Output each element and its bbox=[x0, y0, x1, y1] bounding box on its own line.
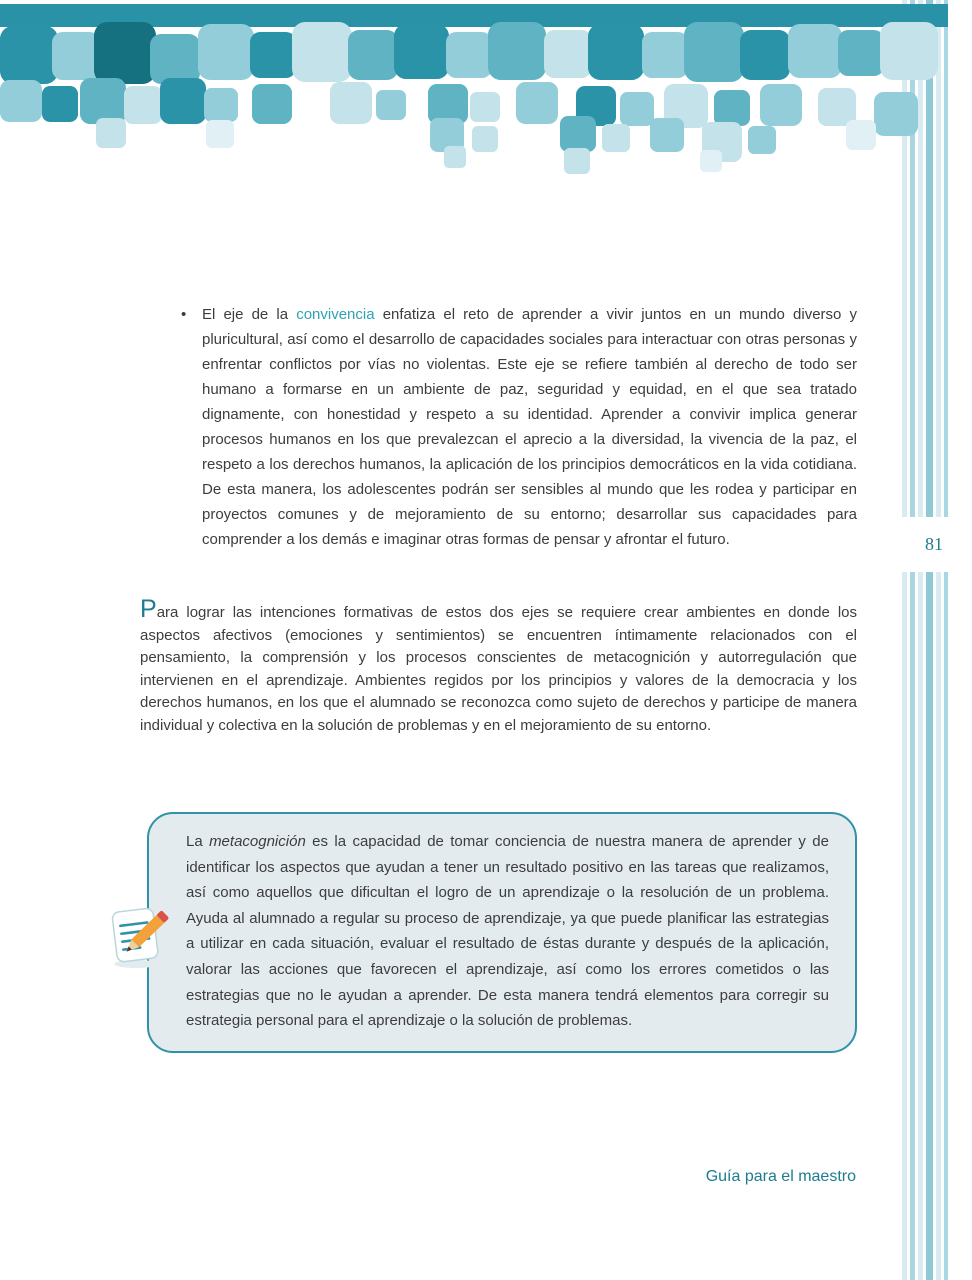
decor-tile bbox=[740, 30, 790, 80]
header-decoration bbox=[0, 0, 948, 200]
metacognition-callout-box bbox=[147, 812, 857, 1053]
callout-term-italic: metacognición bbox=[209, 833, 306, 850]
decor-tile bbox=[376, 90, 406, 120]
bullet-list-item bbox=[181, 302, 857, 552]
keyword-convivencia: convivencia bbox=[296, 306, 375, 323]
decor-tile bbox=[446, 32, 492, 78]
decor-tile bbox=[564, 148, 590, 174]
decor-tile bbox=[470, 92, 500, 122]
decor-tile bbox=[444, 146, 466, 168]
decor-tile bbox=[838, 30, 884, 76]
decor-tile bbox=[650, 118, 684, 152]
decor-tile bbox=[488, 22, 546, 80]
main-paragraph-text: ara lograr las intenciones formativas de estos dos ejes se requiere crear ambientes en donde los aspectos afectivos (emociones y sentimientos) se encuentren íntimamente relacionados con el pensamiento, la comprensión y los procesos conscientes de metacognición y autorregulación que intervienen en el aprendizaje. Ambientes regidos por los principios y valores de la democracia y los derechos humanos, en los que el alumnado se reconozca como sujeto de derechos y participe de manera individual y colectiva en la solución de problemas y en el mejoramiento de su entorno. bbox=[140, 604, 857, 734]
decor-tile bbox=[250, 32, 296, 78]
footer-text: Guía para el maestro bbox=[705, 1168, 856, 1185]
decor-tile bbox=[330, 82, 372, 124]
decor-tile bbox=[620, 92, 654, 126]
bullet-paragraph bbox=[202, 302, 857, 552]
decor-tile bbox=[94, 22, 156, 84]
page-number: 81 bbox=[925, 534, 943, 554]
decor-tile bbox=[588, 24, 644, 80]
decor-tile bbox=[874, 92, 918, 136]
decor-tile bbox=[642, 32, 688, 78]
decor-tile bbox=[96, 118, 126, 148]
note-pencil-icon bbox=[106, 898, 170, 970]
decor-tile bbox=[560, 116, 596, 152]
decor-tile bbox=[602, 124, 630, 152]
decor-tile bbox=[52, 32, 100, 80]
page-number-box bbox=[896, 517, 972, 572]
decor-tile bbox=[252, 84, 292, 124]
decor-tile bbox=[760, 84, 802, 126]
decor-tile bbox=[124, 86, 162, 124]
decor-tile bbox=[544, 30, 592, 78]
callout-text-start: La bbox=[186, 833, 210, 850]
decor-tile bbox=[516, 82, 558, 124]
decor-tile bbox=[880, 22, 938, 80]
bullet-text-start: El eje de la bbox=[202, 306, 297, 323]
decor-tile bbox=[394, 24, 449, 79]
decor-tile bbox=[846, 120, 876, 150]
decor-tile bbox=[0, 26, 58, 84]
decor-tile bbox=[0, 80, 42, 122]
decor-tile bbox=[160, 78, 206, 124]
decor-tile bbox=[292, 22, 352, 82]
dropcap-letter: P bbox=[140, 595, 157, 623]
decor-tile bbox=[700, 150, 722, 172]
bullet-text-end: enfatiza el reto de aprender a vivir juntos en un mundo diverso y pluricultural, así como el desarrollo de capacidades sociales para interactuar con otras personas y enfrentar conflictos por vías no violentas. Este eje se refiere también al derecho de todo ser humano a formarse en un ambiente de paz, seguridad y equidad, en el que sea tratado dignamente, con honestidad y respeto a su identidad. Aprender a convivir implica generar procesos humanos en los que prevalezcan el aprecio a la diversidad, la vivencia de la paz, el respeto a los derechos humanos, la aplicación de los principios democráticos en la vida cotidiana. De esta manera, los adolescentes podrán ser sensibles al mundo que les rodea y participar en proyectos comunes y de mejoramiento de su entorno; desarrollar sus capacidades para comprender a los demás e imaginar otras formas de pensar y afrontar el futuro. bbox=[202, 306, 857, 548]
decor-tile bbox=[472, 126, 498, 152]
decor-tile bbox=[788, 24, 842, 78]
callout-text-end: es la capacidad de tomar conciencia de nuestra manera de aprender y de identificar los aspectos que ayudan a tener un resultado positivo en las tareas que realizamos, así como aquellos que dificultan el logro de un aprendizaje o la resolución de un problema. Ayuda al alumnado a regular su proceso de aprendizaje, ya que puede planificar las estrategias a utilizar en cada situación, evaluar el resultado de éstas durante y después de la aplicación, valorar las acciones que favorecen el aprendizaje, así como los errores cometidos o las estrategias que no le ayudan a aprender. De esta manera tendrá elementos para corregir su estrategia personal para el aprendizaje o la solución de problemas. bbox=[186, 833, 829, 1030]
decor-tile bbox=[42, 86, 78, 122]
decor-tile bbox=[684, 22, 744, 82]
main-paragraph bbox=[140, 597, 857, 738]
decor-tile bbox=[150, 34, 200, 84]
decor-tile bbox=[206, 120, 234, 148]
bullet-marker: • bbox=[181, 306, 187, 323]
decor-tile bbox=[198, 24, 254, 80]
decor-tile bbox=[204, 88, 238, 122]
decor-tile bbox=[714, 90, 750, 126]
decor-tile bbox=[748, 126, 776, 154]
decor-tile bbox=[348, 30, 398, 80]
